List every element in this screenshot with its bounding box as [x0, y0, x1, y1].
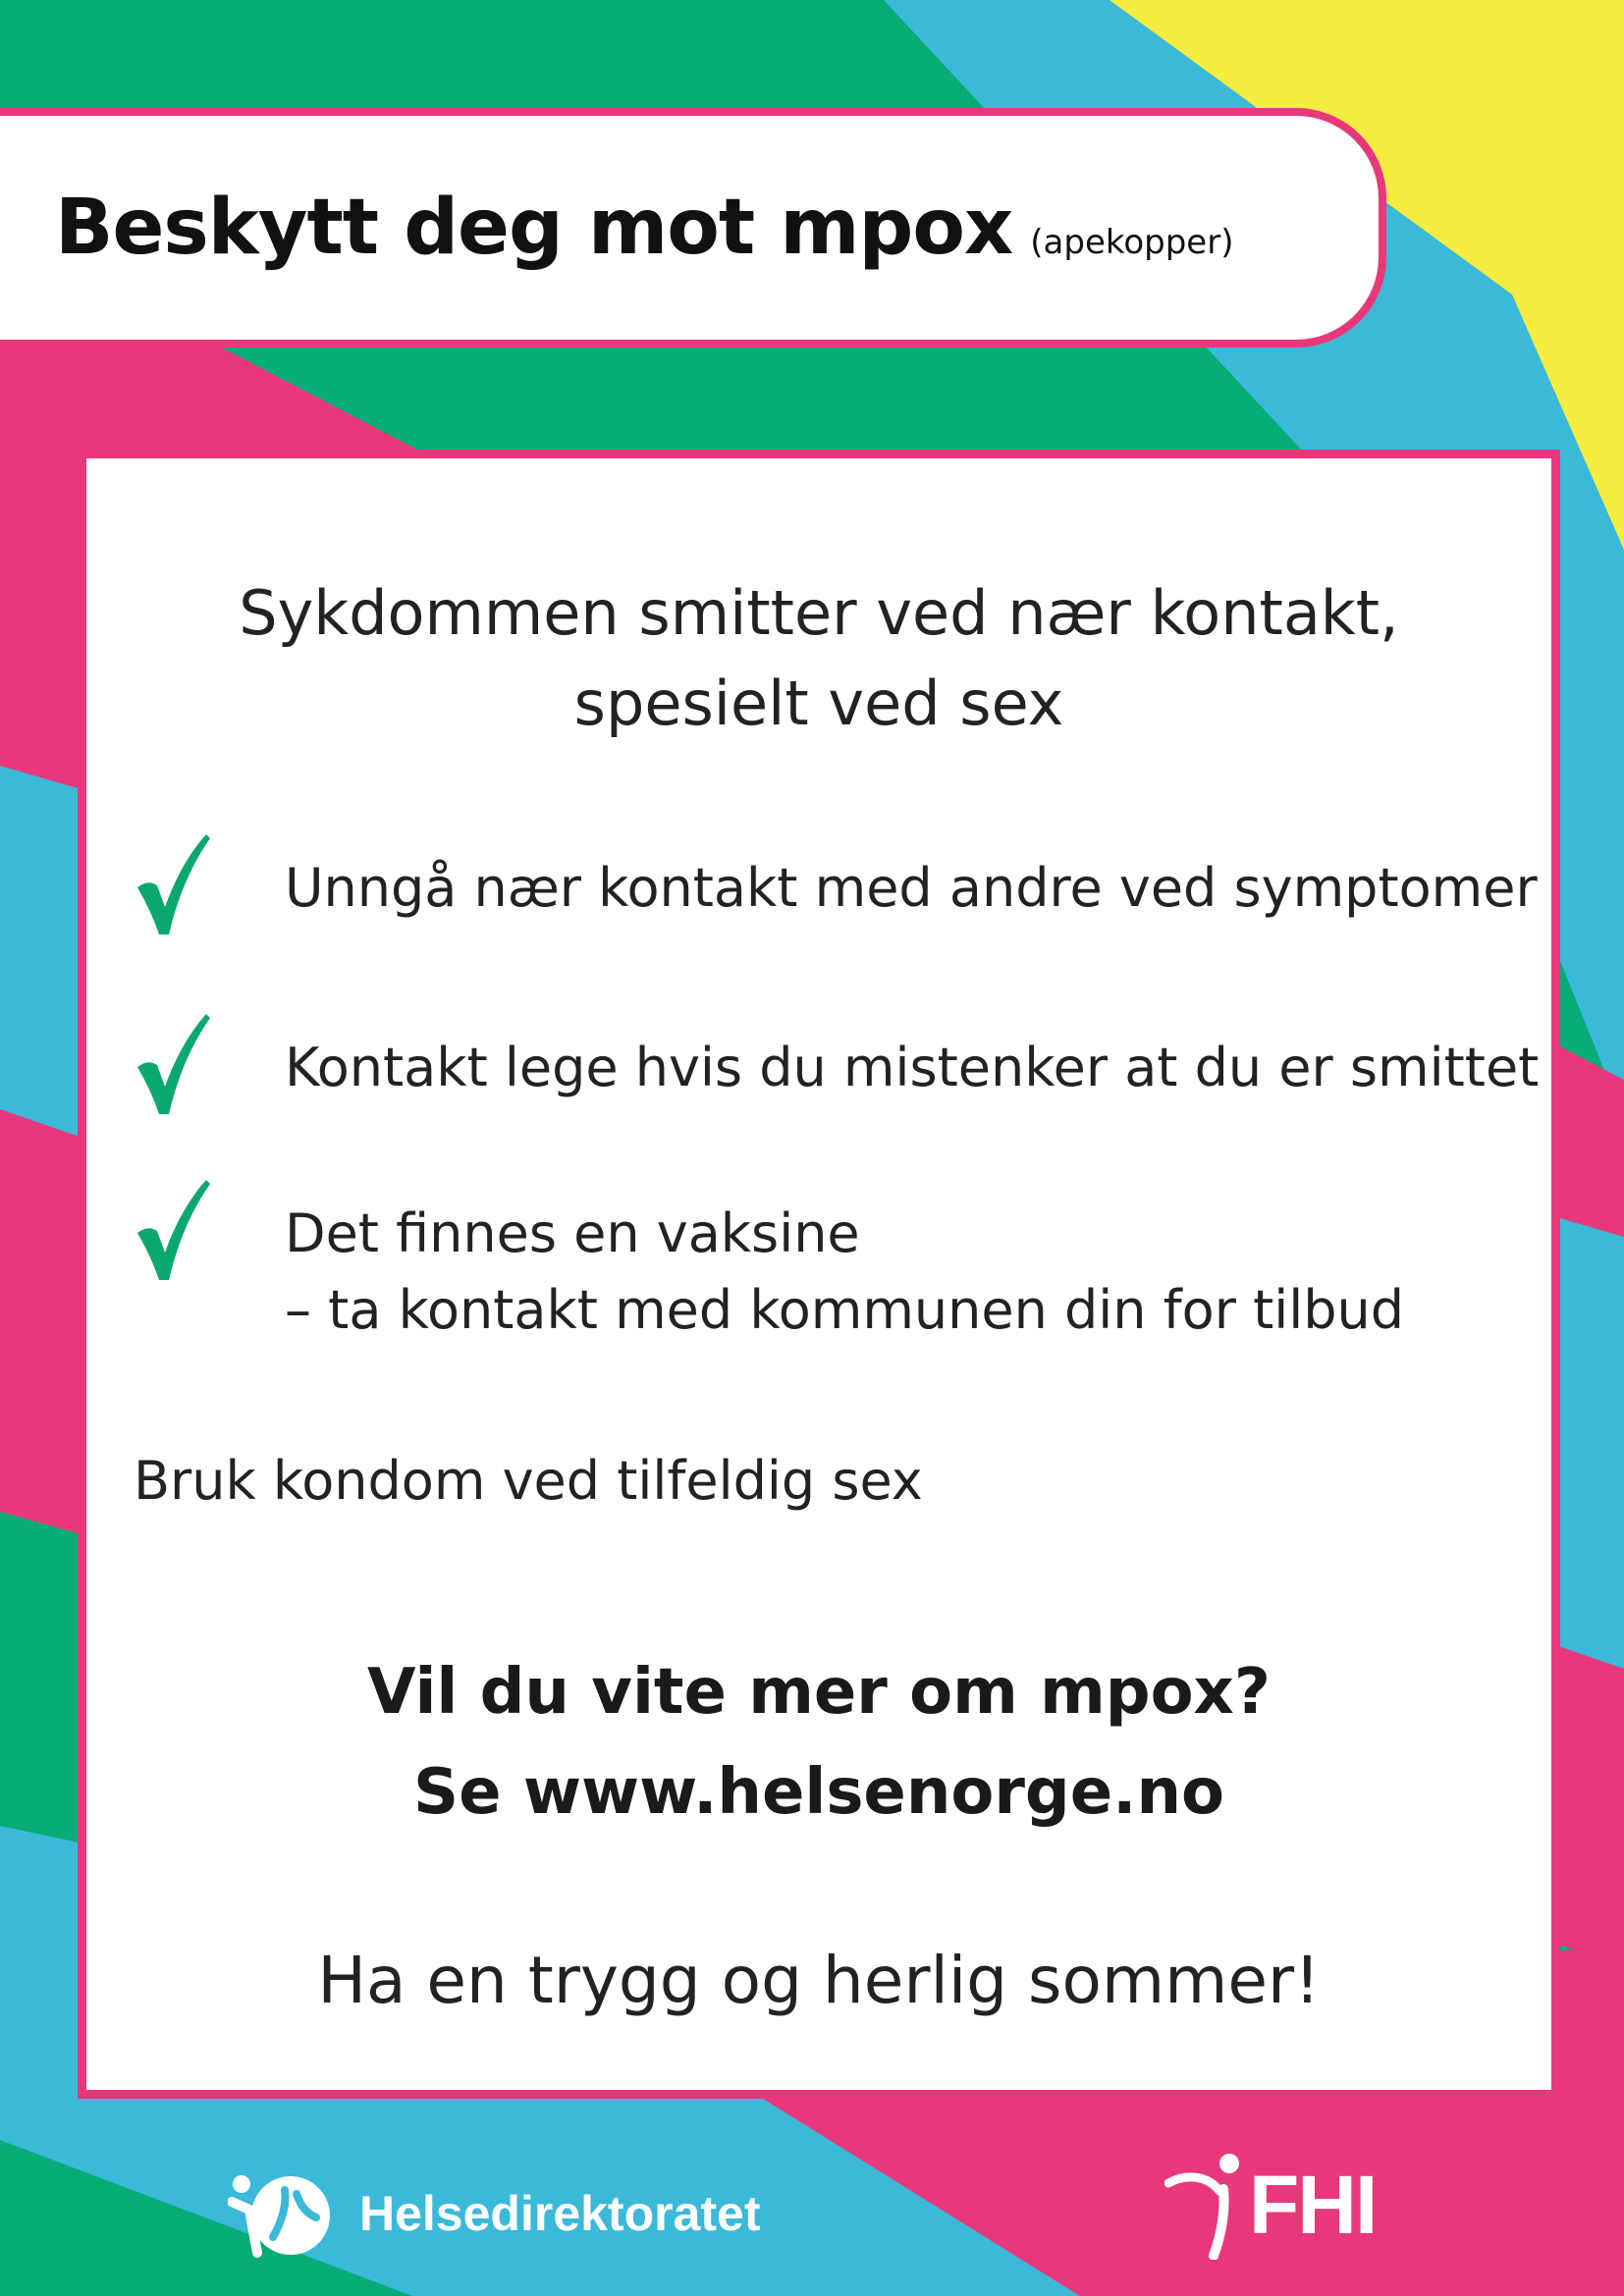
checklist-item-line2: – ta kontakt med kommunen din for tilbud — [285, 1279, 1405, 1341]
card-heading-line1: Sykdommen smitter ved nær kontakt, — [239, 577, 1399, 649]
page-title — [55, 184, 1233, 272]
checklist-item-text: Unngå nær kontakt med andre ved symptomer — [285, 857, 1538, 919]
fhi-logo-icon — [1164, 2150, 1245, 2260]
card-heading-line2: spesielt ved sex — [573, 667, 1064, 739]
more-info — [86, 1642, 1551, 1842]
page-title-text: Beskytt deg mot mpox — [55, 184, 1013, 272]
checklist-item-text — [285, 1196, 1404, 1349]
helsedirektoratet-logo — [228, 2164, 761, 2263]
checklist-item-line1: Det finnes en vaksine — [285, 1202, 860, 1264]
checklist-item-text: Kontakt lege hvis du mistenker at du er smittet — [285, 1037, 1540, 1098]
helsedirektoratet-logo-icon — [228, 2164, 338, 2263]
helsedirektoratet-name: Helsedirektoratet — [359, 2186, 761, 2241]
closing-message: Ha en trygg og herlig sommer! — [317, 1943, 1321, 2018]
info-card — [78, 450, 1560, 2099]
condom-advice: Bruk kondom ved tilfeldig sex — [134, 1450, 923, 1512]
checkmark-icon — [134, 1012, 210, 1118]
fhi-name: FHI — [1249, 2158, 1377, 2251]
fhi-logo — [1164, 2150, 1376, 2260]
more-info-link[interactable]: Se www.helsenorge.no — [413, 1756, 1224, 1829]
card-heading — [86, 568, 1551, 749]
more-info-question: Vil du vite mer om mpox? — [367, 1656, 1271, 1729]
header-banner — [0, 108, 1386, 347]
page-subtitle: (apekopper) — [1030, 223, 1234, 262]
checkmark-icon — [134, 1178, 210, 1284]
checkmark-icon — [134, 832, 210, 938]
